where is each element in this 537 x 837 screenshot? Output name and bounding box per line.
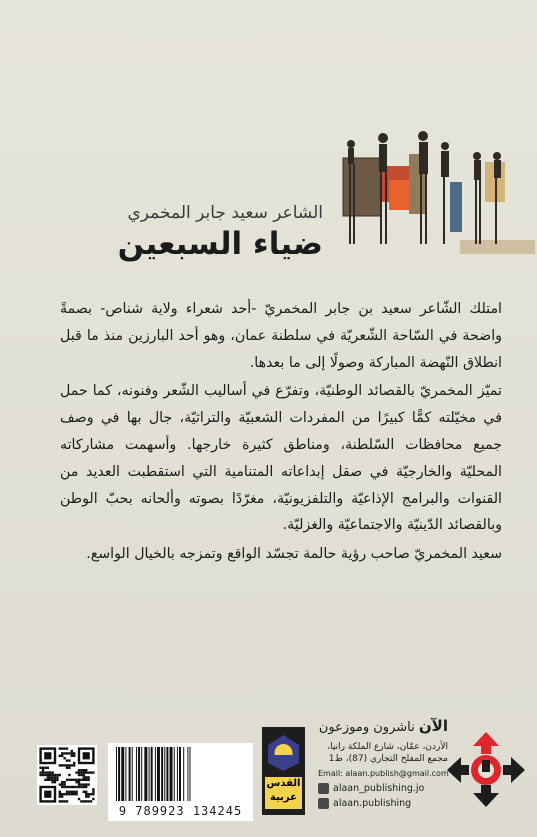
imprint-badge bbox=[262, 727, 305, 815]
publisher-name bbox=[319, 717, 448, 735]
publisher-brand: الآن bbox=[418, 717, 448, 735]
facebook-handle bbox=[318, 798, 411, 809]
dome-icon bbox=[266, 733, 301, 773]
facebook-icon bbox=[318, 798, 329, 809]
facebook-text: alaan.publishing bbox=[333, 798, 412, 809]
blurb-paragraph: امتلك الشّاعر سعيد بن جابر المخمريّ -أحد شعراء ولاية شناص- بصمةً واضحة في السّاحة الشّعريّة في سلطنة عمان، وهو أحد البارزين منذ ما قبل انطلاق النّهضة المباركة وصولًا إلى ما بعدها. bbox=[60, 301, 502, 371]
publisher-address: الأردن، عمّان، شارع الملكة رانيا، مجمع المفلح التجاري (87)، ط1 bbox=[327, 742, 448, 764]
isbn-number: 9 789923 134245 bbox=[118, 804, 243, 818]
sculpture-illustration bbox=[335, 122, 535, 262]
blurb bbox=[60, 296, 502, 570]
book-title: ضياء السبعين bbox=[117, 226, 323, 262]
publisher-logo bbox=[447, 732, 525, 807]
blurb-paragraph: سعيد المخمريّ صاحب رؤية حالمة تجسّد الواقع وتمزجه بالخيال الواسع. bbox=[86, 546, 502, 563]
barcode-bars bbox=[114, 747, 247, 801]
imprint-label: القدس عربية bbox=[265, 777, 302, 809]
publisher-email: Email: alaan.publish@gmail.com bbox=[318, 769, 449, 778]
blurb-paragraph: تميّز المخمريّ بالقصائد الوطنيّة، وتفرّع في أساليب الشّعر وفنونه، كما حمل في مخيّلته كمًّا كبيرًا من المفردات الشعبيّة والتراثيّة، جال بها في وصف جميع محافظات السّلطنة، ومناطق كثيرة خارجها. وأسهمت مشاركاته المحليّة والخارجيّة في صقل إبداعاته المتنامية التي استقطبت العديد من القنوات والبرامج الإذاعيّة والتلفزيونيّة، مغرّدًا بصوته وألحانه بحبّ الوطن وبالقصائد الدّينيّة والاجتماعيّة والغزليّة. bbox=[60, 383, 502, 534]
qr-code bbox=[37, 745, 97, 805]
author-name: الشاعر سعيد جابر المخمري bbox=[127, 203, 323, 223]
instagram-text: alaan_publishing.jo bbox=[333, 783, 425, 794]
instagram-icon bbox=[318, 783, 329, 794]
instagram-handle bbox=[318, 783, 424, 794]
isbn-barcode bbox=[108, 743, 253, 821]
publisher-subtitle: ناشرون وموزعون bbox=[318, 720, 415, 735]
